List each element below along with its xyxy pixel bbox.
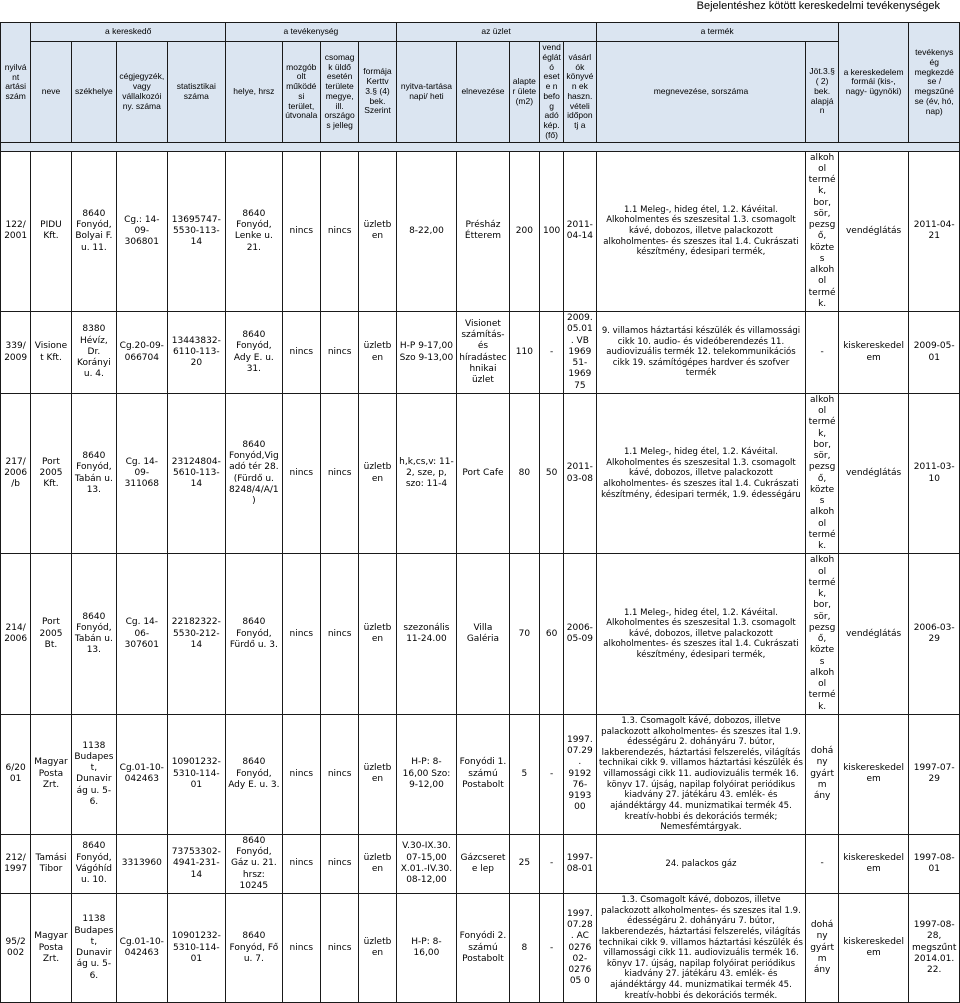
table-cell: 73753302-4941-231-14 xyxy=(167,834,226,893)
table-row xyxy=(1,714,960,834)
column-header: tevékenys ég megkezdé se / megszűné se (év, hó, nap) xyxy=(909,23,960,143)
product-description-cell: 1.3. Csomagolt kávé, dobozos, illetve palackozott alkoholmentes- és szeszes ital 1.9. édességáru 2. dohányáru 7. bútor, lakberendezés, háztartási felszerelés, világítás technikai cikk 9. villamos háztartási készülék és villamossági cikk 11. audiovizuális termék 16. könyv 17. újság, napilap folyóirat periódikus kiadvány 27. játékáru 43. emlék- és ajándéktárgy 44. munizmatikai termék 45. kreatív-hobbi és dekorációs termék. xyxy=(596,894,806,1003)
table-cell: Cg.: 14-09-306801 xyxy=(117,151,167,312)
table-cell: 8640 Fonyód, Gáz u. 21. hrsz: 10245 xyxy=(226,834,283,893)
table-cell: 212/1997 xyxy=(1,834,31,893)
group-header-shop: az üzlet xyxy=(396,23,596,42)
table-cell: 217/2006/b xyxy=(1,393,31,554)
table-cell: üzletben xyxy=(359,312,396,394)
table-spacer xyxy=(1,142,960,151)
table-cell: - xyxy=(539,714,563,834)
table-cell: alkohol termék, bor, sör, pezsgő, köztes alkohol termék. xyxy=(806,554,838,715)
product-description-cell: 1.1 Meleg-, hideg étel, 1.2. Kávéital. Alkoholmentes és szeszesital 1.3. csomagolt kávé, dobozos, illetve palackozott alkoholmentes- és szeszes ital 1.4. Cukrászati készítmény, édesipari termék, xyxy=(596,151,806,312)
table-cell: 2011-04-21 xyxy=(909,151,960,312)
column-header: nyilvánt artási szám xyxy=(1,23,31,143)
table-cell: 2011-04-14 xyxy=(564,151,596,312)
table-cell: kiskereskedelem xyxy=(838,834,909,893)
table-cell: Fonyódi 2. számú Postabolt xyxy=(457,894,509,1003)
table-cell: 3313960 xyxy=(117,834,167,893)
table-cell: üzletben xyxy=(359,714,396,834)
table-cell: 8-22,00 xyxy=(396,151,457,312)
table-cell: dohány gyártm ány xyxy=(806,714,838,834)
table-cell: 10901232-5310-114-01 xyxy=(167,894,226,1003)
table-cell: 8640 Fonyód,Vigadó tér 28. (Fürdő u. 8248/4/A/1) xyxy=(226,393,283,554)
table-cell: Cg. 14-09-311068 xyxy=(117,393,167,554)
table-cell: nincs xyxy=(320,714,358,834)
table-cell: 200 xyxy=(509,151,539,312)
table-cell: 122/2001 xyxy=(1,151,31,312)
table-cell: - xyxy=(539,834,563,893)
table-cell: Magyar Posta Zrt. xyxy=(31,894,71,1003)
table-cell: üzletben xyxy=(359,894,396,1003)
group-header-activity: a tevékenység xyxy=(226,23,397,42)
product-description-cell: 1.1 Meleg-, hideg étel, 1.2. Kávéital. Alkoholmentes és szeszesital 1.3. csomagolt kávé, dobozos, illetve palackozott alkoholmentes- és szeszes ital 1.4. Cukrászati készítmény, édesipari termék, xyxy=(596,554,806,715)
table-cell: Port 2005 Kft. xyxy=(31,393,71,554)
table-cell: 13695747-5530-113-14 xyxy=(167,151,226,312)
table-cell: nincs xyxy=(282,894,320,1003)
table-cell: 8380 Hévíz, Dr. Korányi u. 4. xyxy=(71,312,116,394)
table-cell: alkohol termék, bor, sör, pezsgő, köztes alkohol termék. xyxy=(806,393,838,554)
column-header: Jöt.3.§( 2) bek. alapján xyxy=(806,42,838,143)
table-cell: 1997-08-01 xyxy=(909,834,960,893)
column-header: formája Kerttv 3.§ (4) bek. Szerint xyxy=(359,42,396,143)
table-cell: 80 xyxy=(509,393,539,554)
table-cell: 25 xyxy=(509,834,539,893)
table-cell: nincs xyxy=(282,393,320,554)
table-cell: nincs xyxy=(320,894,358,1003)
table-cell: 8640 Fonyód, Ady E. u. 3. xyxy=(226,714,283,834)
table-cell: kiskereskedelem xyxy=(838,312,909,394)
product-description-cell: 1.3. Csomagolt kávé, dobozos, illetve palackozott alkoholmentes- és szeszes ital 1.9. édességáru 2. dohányáru 7. bútor, lakberendezés, háztartási felszerelés, világítás technikai cikk 9. villamos háztartási készülék és villamossági cikk 11. audiovizuális termék 16. könyv 17. újság, napilap folyóirat periódikus kiadvány 27. játékáru 43. emlék- és ajándéktárgy 44. munizmatikai termék 45. kreatív-hobbi és dekorációs termék; Nemesfémtárgyak. xyxy=(596,714,806,834)
table-cell: 8640 Fonyód, Tabán u. 13. xyxy=(71,554,116,715)
table-cell: 8640 Fonyód, Tabán u. 13. xyxy=(71,393,116,554)
table-cell: H-P: 8-16,00 xyxy=(396,894,457,1003)
table-cell: nincs xyxy=(320,554,358,715)
table-cell: üzletben xyxy=(359,151,396,312)
table-cell: Magyar Posta Zrt. xyxy=(31,714,71,834)
table-cell: nincs xyxy=(282,554,320,715)
page-title: Bejelentéshez kötött kereskedelmi tevékenységek xyxy=(696,0,940,12)
table-cell: 8640 Fonyód, Fürdő u. 3. xyxy=(226,554,283,715)
column-header: mozgób olt működé si terület, útvonala xyxy=(282,42,320,143)
table-cell: Cg.01-10-042463 xyxy=(117,714,167,834)
table-cell: dohány gyártm ány xyxy=(806,894,838,1003)
table-cell: H-P: 8-16,00 Szo: 9-12,00 xyxy=(396,714,457,834)
table-cell: vendéglátás xyxy=(838,393,909,554)
table-cell: Villa Galéria xyxy=(457,554,509,715)
table-cell: 10901232-5310-114-01 xyxy=(167,714,226,834)
table-cell: 8640 Fonyód, Vágóhíd u. 10. xyxy=(71,834,116,893)
table-cell: 100 xyxy=(539,151,563,312)
table-row xyxy=(1,393,960,554)
column-header: nyitva-tartása napi/ heti xyxy=(396,42,457,143)
table-cell: 95/2002 xyxy=(1,894,31,1003)
table-cell: 23124804-5610-113-14 xyxy=(167,393,226,554)
column-header: megnevezése, sorszáma xyxy=(596,42,806,143)
table-cell: Cg.01-10-042463 xyxy=(117,894,167,1003)
table-cell: 339/2009 xyxy=(1,312,31,394)
table-cell: nincs xyxy=(320,312,358,394)
table-cell: üzletben xyxy=(359,834,396,893)
table-row xyxy=(1,834,960,893)
table-cell: - xyxy=(539,894,563,1003)
table-cell: - xyxy=(806,834,838,893)
table-cell: H-P 9-17,00 Szo 9-13,00 xyxy=(396,312,457,394)
table-cell: 2006-05-09 xyxy=(564,554,596,715)
table-cell: 8640 Fonyód, Fő u. 7. xyxy=(226,894,283,1003)
table-cell: 13443832-6110-113-20 xyxy=(167,312,226,394)
registry-table xyxy=(0,22,960,1003)
table-cell: 8640 Fonyód, Ady E. u. 31. xyxy=(226,312,283,394)
table-cell: 22182322-5530-212-14 xyxy=(167,554,226,715)
table-cell: nincs xyxy=(320,393,358,554)
table-cell: Port 2005 Bt. xyxy=(31,554,71,715)
table-cell: PIDU Kft. xyxy=(31,151,71,312)
table-cell: 2009-05-01 xyxy=(909,312,960,394)
column-header-row xyxy=(1,42,960,143)
table-cell: 5 xyxy=(509,714,539,834)
table-cell: h,k,cs,v: 11-2, sze, p, szo: 11-4 xyxy=(396,393,457,554)
table-cell: vendéglátás xyxy=(838,554,909,715)
table-cell: Visionet Kft. xyxy=(31,312,71,394)
table-cell: kiskereskedelem xyxy=(838,714,909,834)
column-header: vásárlók könyvén ek haszn. vételi időpontj a xyxy=(564,42,596,143)
table-cell: 8 xyxy=(509,894,539,1003)
column-header: csomagk üldő esetén területe megye, ill. országos jelleg xyxy=(320,42,358,143)
table-cell: üzletben xyxy=(359,393,396,554)
table-cell: Cg. 14-06-307601 xyxy=(117,554,167,715)
group-header-trader: a kereskedő xyxy=(31,23,226,42)
table-cell: Tamási Tibor xyxy=(31,834,71,893)
table-cell: 1997-08-01 xyxy=(564,834,596,893)
table-cell: alkohol termék, bor, sör, pezsgő, köztes alkohol termék. xyxy=(806,151,838,312)
column-header: alapter ülete (m2) xyxy=(509,42,539,143)
table-cell: V.30-IX.30. 07-15,00 X.01.-IV.30. 08-12,00 xyxy=(396,834,457,893)
table-cell: Fonyódi 1. számú Postabolt xyxy=(457,714,509,834)
table-cell: nincs xyxy=(320,834,358,893)
table-cell: 8640 Fonyód, Lenke u. 21. xyxy=(226,151,283,312)
table-cell: 60 xyxy=(539,554,563,715)
table-cell: 1997.07.29. 919276-919300 xyxy=(564,714,596,834)
table-cell: 2006-03-29 xyxy=(909,554,960,715)
table-cell: Cg.20-09-066704 xyxy=(117,312,167,394)
column-header: a kereskedelem formái (kis-, nagy- ügynöki) xyxy=(838,23,909,143)
column-header: helye, hrsz xyxy=(226,42,283,143)
table-cell: 110 xyxy=(509,312,539,394)
column-header: neve xyxy=(31,42,71,143)
table-cell: Gázcserete lep xyxy=(457,834,509,893)
table-cell: 1138 Budapest, Dunavirág u. 5-6. xyxy=(71,894,116,1003)
table-cell: - xyxy=(539,312,563,394)
column-header: elnevezése xyxy=(457,42,509,143)
table-cell: kiskereskedelem xyxy=(838,894,909,1003)
table-cell: 1997-08-28, megszűnt 2014.01.22. xyxy=(909,894,960,1003)
table-cell: szezonális 11-24.00 xyxy=(396,554,457,715)
group-header-product: a termék xyxy=(596,23,838,42)
table-cell: 70 xyxy=(509,554,539,715)
table-cell: vendéglátás xyxy=(838,151,909,312)
table-row xyxy=(1,894,960,1003)
table-cell: 50 xyxy=(539,393,563,554)
table-cell: nincs xyxy=(282,312,320,394)
table-cell: Visionet számítás-és híradástec hnikai üzlet xyxy=(457,312,509,394)
column-header: statisztikai száma xyxy=(167,42,226,143)
table-row xyxy=(1,554,960,715)
table-cell: üzletben xyxy=(359,554,396,715)
registry-table-body xyxy=(1,142,960,1003)
table-cell: 214/2006 xyxy=(1,554,31,715)
table-cell: nincs xyxy=(320,151,358,312)
table-cell: nincs xyxy=(282,151,320,312)
column-header: székhelye xyxy=(71,42,116,143)
table-cell: nincs xyxy=(282,714,320,834)
table-cell: - xyxy=(806,312,838,394)
table-cell: Port Cafe xyxy=(457,393,509,554)
product-description-cell: 24. palackos gáz xyxy=(596,834,806,893)
product-description-cell: 9. villamos háztartási készülék és villamossági cikk 10. audio- és videóberendezés 11. audiovizuális termék 12. telekommunikációs cikk 19. számítógépes hardver és szofver termék xyxy=(596,312,806,394)
product-description-cell: 1.1 Meleg-, hideg étel, 1.2. Kávéital. Alkoholmentes és szeszesital 1.3. csomagolt kávé, dobozos, illetve palackozott alkoholmentes- és szeszes ital 1.4. Cukrászati készítmény, édesipari termék, 1.9. édességáru xyxy=(596,393,806,554)
table-cell: 1997-07-29 xyxy=(909,714,960,834)
table-cell: 8640 Fonyód, Bolyai F. u. 11. xyxy=(71,151,116,312)
table-cell: Présház Étterem xyxy=(457,151,509,312)
table-cell: 2011-03-08 xyxy=(564,393,596,554)
group-header-row xyxy=(1,23,960,42)
table-cell: nincs xyxy=(282,834,320,893)
column-header: cégjegyzék, vagy vállalkozói ny. száma xyxy=(117,42,167,143)
table-cell: 6/2001 xyxy=(1,714,31,834)
table-cell: 1997.07.28. AC 027602-027605 0 xyxy=(564,894,596,1003)
table-row xyxy=(1,151,960,312)
table-cell: 2009.05.01. VB 196951-196975 xyxy=(564,312,596,394)
table-cell: 2011-03-10 xyxy=(909,393,960,554)
column-header: vend églát ó esete n befog adó kép. (fő) xyxy=(539,42,563,143)
table-cell: 1138 Budapest, Dunavirág u. 5-6. xyxy=(71,714,116,834)
table-row xyxy=(1,312,960,394)
